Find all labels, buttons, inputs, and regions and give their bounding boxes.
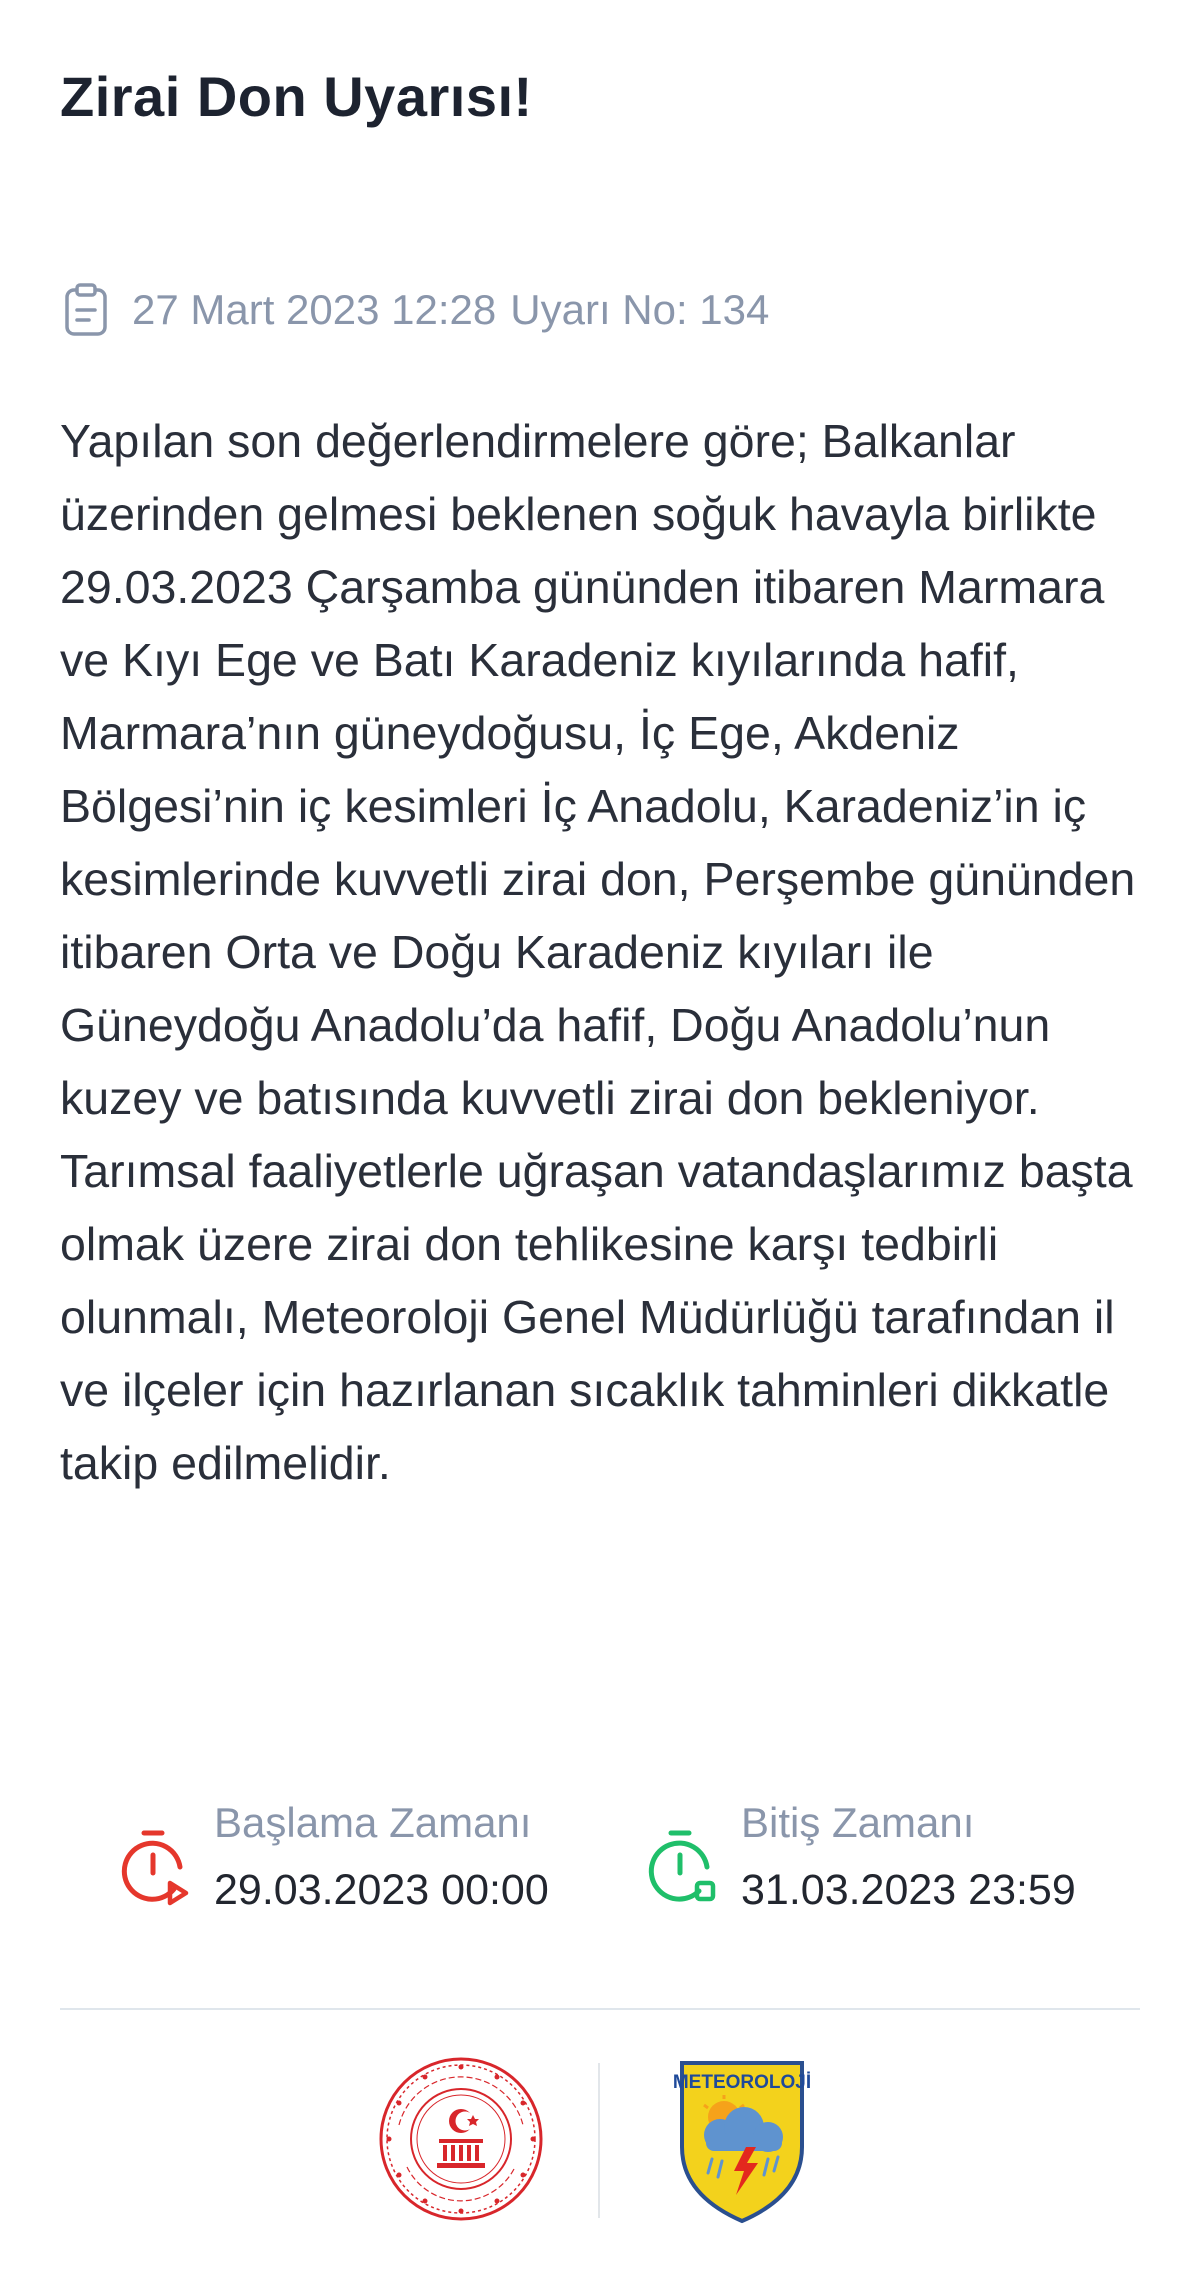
warning-description: Yapılan son değerlendirmelere göre; Balkanlar üzerinden gelmesi beklenen soğuk havayla birlikte 29.03.2023 Çarşamba gününden itibaren Marmara ve Kıyı Ege ve Batı Karadeniz kıyılarında hafif, Marmara’nın güneydoğusu, İç Ege, Akdeniz Bölgesi’nin iç kesimleri İç Anadolu, Karadeniz’in iç kesimlerinde kuvvetli zirai don, Perşembe gününden itibaren Orta ve Doğu Karadeniz kıyıları ile Güneydoğu Anadolu’da hafif, Doğu Anadolu’nun kuzey ve batısında kuvvetli zirai don bekleniyor. Tarımsal faaliyetlerle uğraşan vatandaşlarımız başta olmak üzere zirai don tehlikesine karşı tedbirli olunmalı, Meteoroloji Genel Müdürlüğü tarafından il ve ilçeler için hazırlanan sıcaklık tahminleri dikkatle takip edilmelidir. xyxy=(60,415,1149,1489)
end-time-value: 31.03.2023 23:59 xyxy=(741,1866,1076,1914)
time-range xyxy=(0,1795,1200,1945)
start-time-block xyxy=(118,1795,549,1925)
timer-start-icon xyxy=(118,1827,194,1911)
warning-date: 27 Mart 2023 12:28 xyxy=(132,286,497,333)
svg-text:METEOROLOJİ: METEOROLOJİ xyxy=(672,2072,812,2093)
footer-logos xyxy=(0,2055,1200,2235)
clipboard-icon xyxy=(62,282,110,338)
warning-meta xyxy=(62,282,769,338)
footer-divider xyxy=(60,2008,1140,2010)
end-time-label: Bitiş Zamanı xyxy=(741,1799,975,1846)
page-title: Zirai Don Uyarısı! xyxy=(60,65,533,128)
timer-end-icon xyxy=(645,1827,721,1911)
start-time-value: 29.03.2023 00:00 xyxy=(214,1866,549,1914)
ministry-seal-logo xyxy=(377,2055,545,2223)
warning-number: Uyarı No: 134 xyxy=(510,286,770,333)
logo-separator xyxy=(598,2063,600,2218)
start-time-label: Başlama Zamanı xyxy=(214,1799,532,1846)
end-time-block xyxy=(645,1795,1076,1925)
meteoroloji-logo xyxy=(672,2055,812,2225)
